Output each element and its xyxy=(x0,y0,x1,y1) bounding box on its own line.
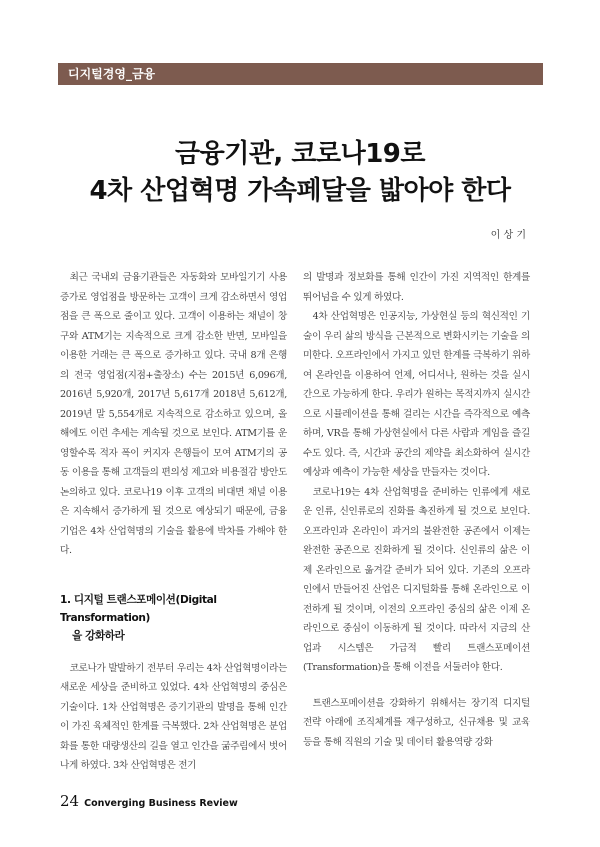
spacer xyxy=(303,678,530,694)
author-name: 이 상 기 xyxy=(490,230,526,241)
paragraph-4: 트랜스포메이션을 강화하기 위해서는 장기적 디지털 전략 아래에 조직체계를 재구성하고, 신규채용 및 교육 등을 통해 직원의 기술 및 데이터 활용역량 강화 xyxy=(303,697,530,748)
section-heading-line2: 을 강화하라 xyxy=(72,629,125,642)
paragraph-3: 코로나19는 4차 산업혁명을 준비하는 인류에게 새로운 인류, 신인류로의 진화를 촉진하게 될 것으로 보인다. 오프라인과 온라인이 과거의 불완전한 공존에서 이제는 완전한 공존으로 진화하게 될 것이다. 신인류의 삶은 이제 온라인으로 옮겨갈 준비가 되어 있다. 기존의 오프라인에서 만들어진 산업은 디지털화를 통해 온라인으로 이전하게 될 것이며, 이전의 오프라인 중심의 삶은 이제 온라인으로 중심이 이동하게 될 것이다. 따라서 지금의 산업과 시스템은 가급적 빨리 트랜스포메이션(Transformation)을 통해 이전을 서둘러야 한다. xyxy=(303,486,530,673)
section-label: 디지털경영_금융 xyxy=(68,67,156,81)
paragraph-2: 4차 산업혁명은 인공지능, 가상현실 등의 혁신적인 기술이 우리 삶의 방식을 근본적으로 변화시키는 기술을 의미한다. 오프라인에서 가지고 있던 한계를 극복하기 위하여 온라인을 이용하여 언제, 어디서나, 원하는 것을 실시간으로 가능하게 한다. 우리가 원하는 목적지까지 실시간으로 시뮬레이션을 통해 걸리는 시간을 즉각적으로 예측하며, VR을 통해 가상현실에서 다른 사람과 게임을 즐길 수도 있다. 즉, 시간과 공간의 제약을 최소화하여 실시간 예상과 예측이 가능한 세상을 만들자는 것이다. xyxy=(303,311,530,478)
left-column xyxy=(60,268,287,776)
spacer xyxy=(60,561,287,591)
page-footer xyxy=(60,792,238,810)
section1-paragraph: 코로나가 발발하기 전부터 우리는 4차 산업혁명이라는 새로운 세상을 준비하고 있었다. 4차 산업혁명의 중심은 기술이다. 1차 산업혁명은 증기기관의 발명을 통해 인간이 가진 육체적인 한계를 극복했다. 2차 산업혁명은 분업화를 통한 대량생산의 길을 열고 인간을 굶주림에서 벗어나게 하였다. 3차 산업혁명은 전기 xyxy=(60,662,287,771)
intro-paragraph: 최근 국내외 금융기관들은 자동화와 모바일기기 사용 증가로 영업점을 방문하는 고객이 크게 감소하면서 영업점을 큰 폭으로 줄이고 있다. 고객이 이용하는 채널이 창구와 ATM기는 지속적으로 크게 감소한 반면, 모바일을 이용한 거래는 큰 폭으로 증가하고 있다. 국내 8개 은행의 전국 영업점(지점+출장소) 수는 2015년 6,096개, 2016년 5,920개, 2017년 5,617개 2018년 5,612개, 2019년 말 5,554개로 지속적으로 감소하고 있으며, 올해에도 이런 추세는 계속될 것으로 보인다. ATM기를 운영할수록 적자 폭이 커지자 은행들이 모여 ATM기의 공동 이용을 통해 고객들의 편의성 제고와 비용절감 방안도 논의하고 있다. 코로나19 이후 고객의 비대면 채널 이용은 지속해서 증가하게 될 것으로 예상되기 때문에, 금융기업은 4차 산업혁명의 기술을 활용에 박차를 가해야 한다. xyxy=(60,272,287,556)
right-column xyxy=(303,268,530,752)
section-heading-line1: 1. 디지털 트랜스포메이션(Digital Transformation) xyxy=(60,593,217,624)
section-heading xyxy=(60,591,287,645)
journal-name: Converging Business Review xyxy=(84,798,238,809)
continuation-paragraph: 의 발명과 정보화를 통해 인간이 가진 지역적인 한계를 뛰어넘을 수 있게 하였다. xyxy=(303,272,530,303)
page-number: 24 xyxy=(60,792,80,810)
article-title-line1: 금융기관, 코로나19로 xyxy=(174,139,426,169)
section-label-bar xyxy=(58,63,543,85)
article-title-line2: 4차 산업혁명 가속페달을 밟아야 한다 xyxy=(89,176,511,206)
